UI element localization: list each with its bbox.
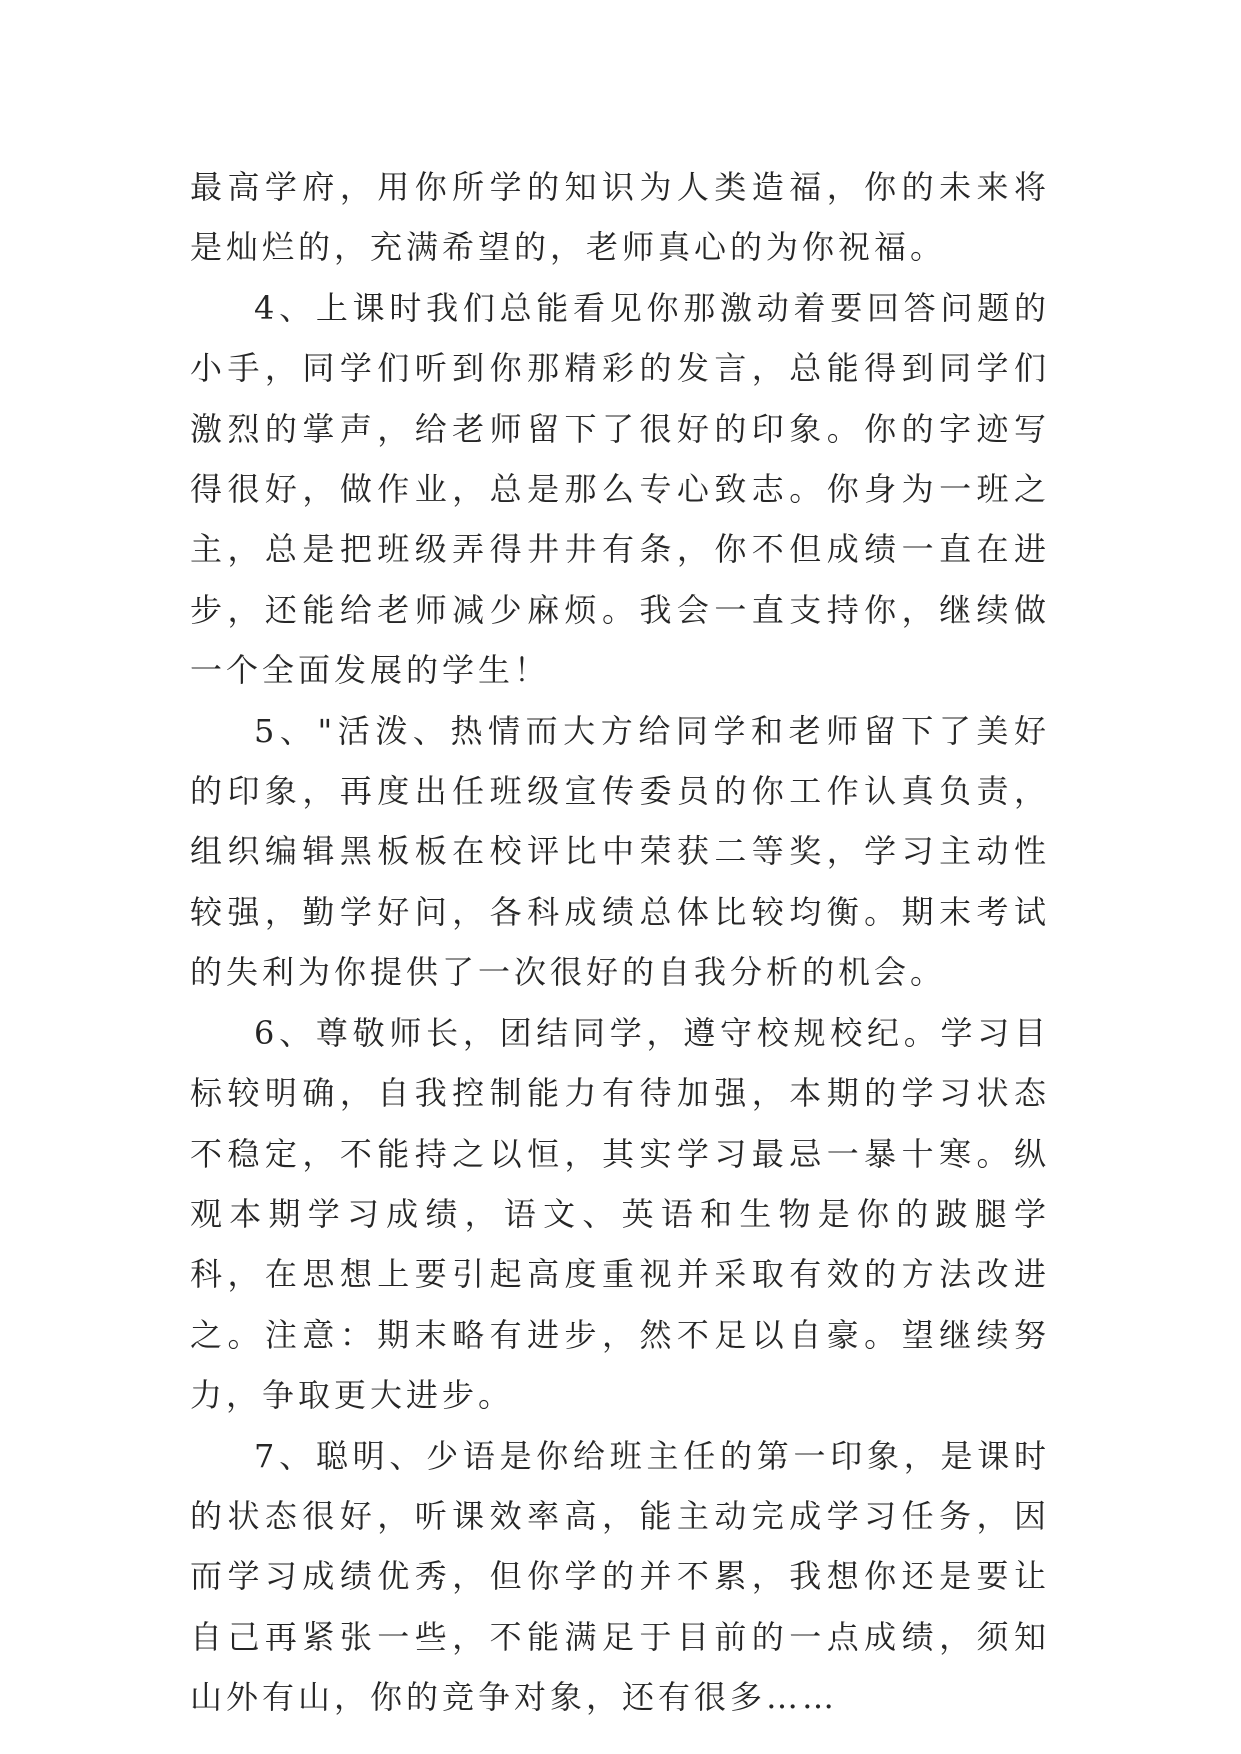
paragraph-item-7: 7、聪明、少语是你给班主任的第一印象，是课时的状态很好，听课效率高，能主动完成学习任务，因而学习成绩优秀，但你学的并不累，我想你还是要让自己再紧张一些，不能满足于目前的一点成绩，须知山外有山，你的竞争对象，还有很多…… xyxy=(190,1436,1050,1717)
paragraph-item-6: 6、尊敬师长，团结同学，遵守校规校纪。学习目标较明确，自我控制能力有待加强，本期的学习状态不稳定，不能持之以恒，其实学习最忌一暴十寒。纵观本期学习成绩，语文、英语和生物是你的跛腿学科，在思想上要引起高度重视并采取有效的方法改进之。注意：期末略有进步，然不足以自豪。望继续努力，争取更大进步。 xyxy=(190,1013,1050,1415)
document-body xyxy=(190,157,1050,1728)
paragraph-continuation: 最高学府，用你所学的知识为人类造福，你的未来将是灿烂的，充满希望的，老师真心的为你祝福。 xyxy=(190,168,1050,267)
paragraph-item-5: 5、"活泼、热情而大方给同学和老师留下了美好的印象，再度出任班级宣传委员的你工作认真负责，组织编辑黑板板在校评比中荣获二等奖，学习主动性较强，勤学好问，各科成绩总体比较均衡。期末考试的失利为你提供了一次很好的自我分析的机会。 xyxy=(190,711,1050,992)
paragraph-item-4: 4、上课时我们总能看见你那激动着要回答问题的小手，同学们听到你那精彩的发言，总能得到同学们激烈的掌声，给老师留下了很好的印象。你的字迹写得很好，做作业，总是那么专心致志。你身为一班之主，总是把班级弄得井井有条，你不但成绩一直在进步，还能给老师减少麻烦。我会一直支持你，继续做一个全面发展的学生！ xyxy=(190,288,1050,690)
